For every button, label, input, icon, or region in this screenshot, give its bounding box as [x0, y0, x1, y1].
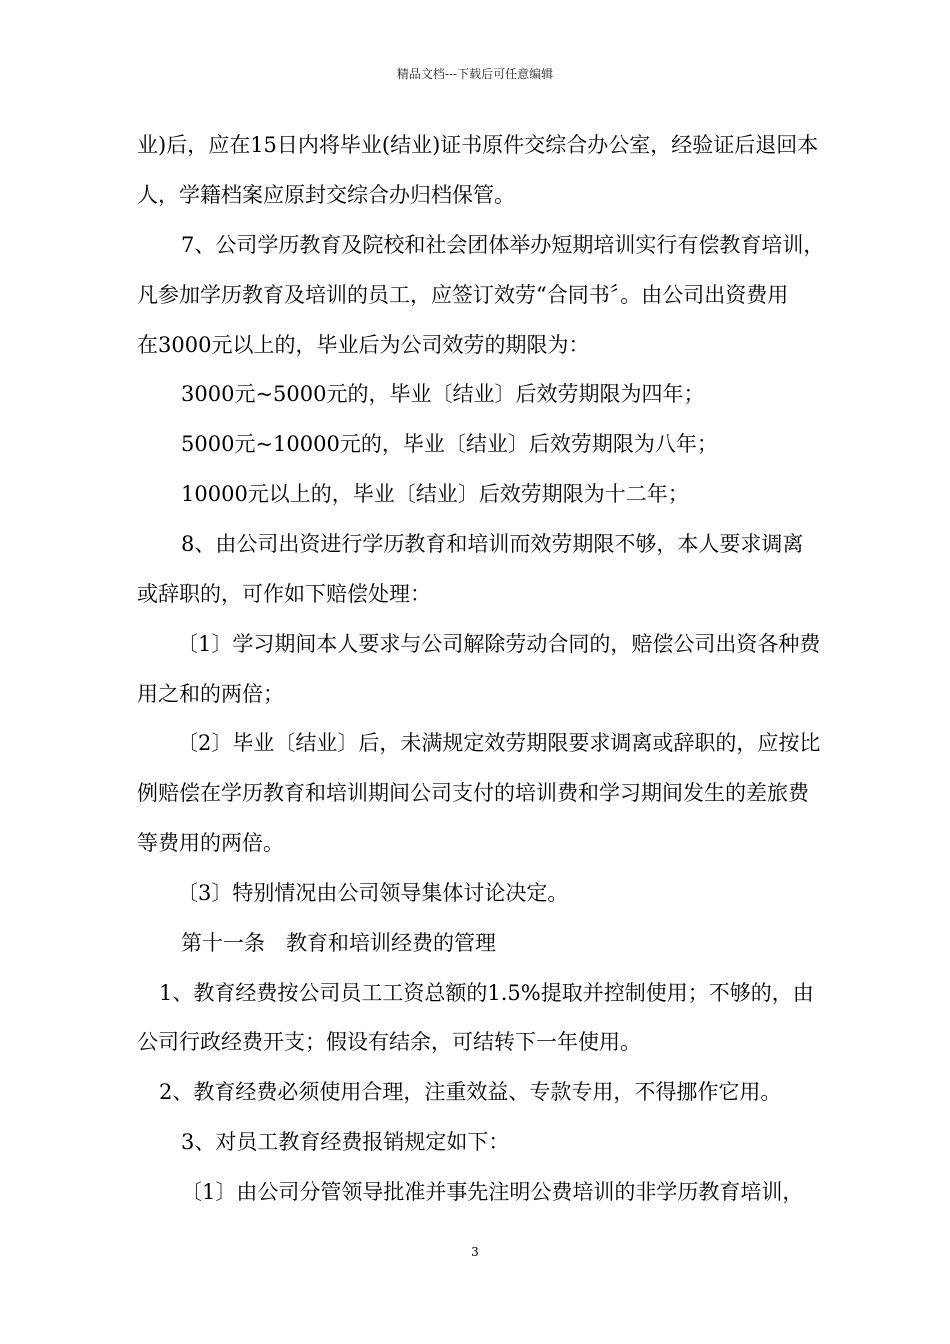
text-line: 用之和的两倍；: [137, 682, 284, 706]
text-line: 〔3〕特别情况由公司领导集体讨论决定。: [177, 881, 569, 905]
text-line: 在3000元以上的，毕业后为公司效劳的期限为：: [137, 333, 590, 357]
text-line: 〔1〕学习期间本人要求与公司解除劳动合同的，赔偿公司出资各种费: [177, 632, 821, 656]
text-line: 7、公司学历教育及院校和社会团体举办短期培训实行有偿教育培训，: [181, 233, 825, 257]
text-line: 〔2〕毕业〔结业〕后，未满规定效劳期限要求调离或辞职的，应按比: [177, 731, 821, 755]
text-line: 3000元~5000元的，毕业〔结业〕后效劳期限为四年；: [181, 382, 705, 406]
text-line: 2、教育经费必须使用合理，注重效益、专款专用，不得挪作它用。: [159, 1080, 782, 1104]
text-line: 10000元以上的，毕业〔结业〕后效劳期限为十二年；: [181, 482, 689, 506]
text-line: 3、对员工教育经费报销规定如下：: [181, 1130, 510, 1154]
page-number: 3: [471, 1245, 479, 1259]
text-line: 凡参加学历教育及培训的员工，应签订效劳“合同书〞。由公司出资费用: [137, 283, 789, 307]
text-line: 第十一条 教育和培训经费的管理: [181, 931, 496, 955]
text-line: 8、由公司出资进行学历教育和培训而效劳期限不够，本人要求调离: [181, 532, 804, 556]
text-line: 或辞职的，可作如下赔偿处理：: [137, 582, 431, 606]
text-line: 公司行政经费开支；假设有结余，可结转下一年使用。: [137, 1030, 641, 1054]
text-line: 等费用的两倍。: [137, 831, 284, 855]
text-line: 1、教育经费按公司员工工资总额的1.5%提取并控制使用；不够的，由: [159, 981, 814, 1005]
text-line: 例赔偿在学历教育和培训期间公司支付的培训费和学习期间发生的差旅费: [137, 781, 809, 805]
text-line: 人，学籍档案应原封交综合办归档保管。: [137, 183, 515, 207]
text-line: 〔1〕由公司分管领导批准并事先注明公费培训的非学历教育培训，: [181, 1180, 804, 1204]
page-header: 精品文档---下载后可任意编辑: [396, 67, 554, 81]
text-line: 5000元~10000元的，毕业〔结业〕后效劳期限为八年；: [181, 432, 718, 456]
text-line: 业)后，应在15日内将毕业(结业)证书原件交综合办公室，经验证后退回本: [137, 133, 819, 157]
